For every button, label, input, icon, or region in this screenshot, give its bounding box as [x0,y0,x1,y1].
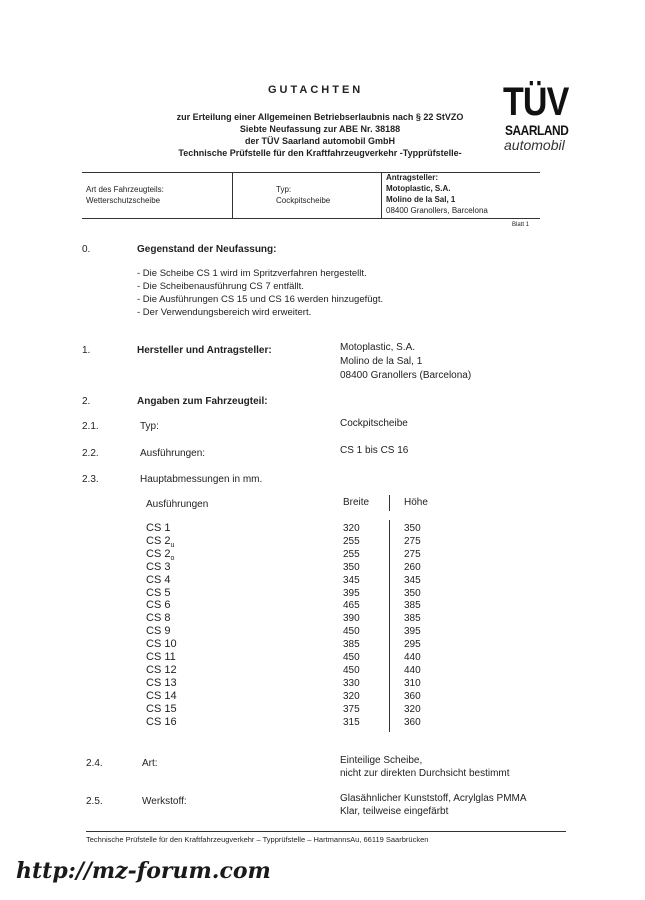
table-cell-hoehe: 440 [404,664,421,676]
section-0-number: 0. [82,244,91,255]
table-header-hoehe: Höhe [404,497,428,508]
antrag-line-1: Motoplastic, S.A. [386,184,451,193]
table-cell-hoehe: 260 [404,561,421,573]
table-cell-breite: 465 [343,600,360,612]
table-row-name [146,664,177,676]
section-2-4-label: Art: [142,758,158,769]
table-cell-name: CS 1 [146,522,171,534]
table-cell-subscript: u [170,542,175,550]
table-row-name [146,716,177,728]
table-row-name [146,599,170,611]
table-cell-name: CS 12 [146,663,177,676]
manufacturer-line-2: Molino de la Sal, 1 [340,356,423,367]
section-1-number: 1. [82,345,91,356]
section-2-heading: Angaben zum Fahrzeugteil: [137,396,268,407]
table-cell-name: CS 10 [146,638,177,651]
table-cell-breite: 315 [343,716,360,728]
section-0-heading: Gegenstand der Neufassung: [137,244,277,255]
footer-rule [86,831,566,832]
section-2-2-value: CS 1 bis CS 16 [340,445,409,456]
table-cell-hoehe: 350 [404,587,421,599]
table-cell-name: CS 16 [146,715,177,728]
table-cell-hoehe: 350 [404,523,421,534]
art-label: Art des Fahrzeugteils: [86,185,164,194]
section-2-1-label: Typ: [140,421,159,432]
table-cell-breite: 450 [343,652,360,663]
section-2-number: 2. [82,396,91,407]
table-cell-name: CS 9 [146,625,171,638]
table-cell-hoehe: 320 [404,703,421,715]
table-cell-name: CS 13 [146,676,177,689]
section-0-bullet-3: - Die Ausführungen CS 15 und CS 16 werden hinzugefügt. [137,294,384,305]
section-2-5-label: Werkstoff: [142,796,187,807]
table-cell-breite: 350 [343,561,360,573]
table-cell-breite: 375 [343,703,360,715]
manufacturer-line-1: Motoplastic, S.A. [340,342,416,353]
table-cell-hoehe: 345 [404,574,421,586]
table-cell-breite: 320 [343,523,360,534]
section-0-bullet-2: - Die Scheibenausführung CS 7 entfällt. [137,281,304,292]
table-row-name [146,574,170,586]
info-box-bottom-rule [82,218,540,219]
table-cell-name: CS 4 [146,573,171,586]
logo-tuv-text: TÜV [503,80,569,124]
table-row-name [146,638,177,650]
table-cell-name: CS 15 [146,702,177,715]
table-row-name [146,522,170,534]
table-header-name: Ausführungen [146,499,209,510]
table-cell-name: CS 8 [146,612,171,625]
section-2-5-line-1: Glasähnlicher Kunststoff, Acrylglas PMMA [340,793,527,804]
logo-saarland-text: SAARLAND [505,122,569,138]
document-title: GUTACHTEN [268,84,364,96]
info-box-divider-2 [381,172,382,218]
table-cell-name: CS 5 [146,586,171,599]
table-cell-breite: 450 [343,664,360,676]
section-2-2-number: 2.2. [82,448,99,459]
table-cell-name: CS 2 [146,534,171,547]
table-cell-hoehe: 385 [404,600,421,612]
blatt-number: Blatt 1 [512,222,530,228]
subtitle-line-4: Technische Prüfstelle für den Kraftfahrzeugverkehr -Typprüfstelle- [178,148,462,158]
table-cell-hoehe: 295 [404,639,421,651]
table-row-name [146,677,177,689]
typ-label: Typ: [276,185,292,194]
table-cell-hoehe: 310 [404,677,421,689]
table-cell-breite: 395 [343,587,360,599]
section-2-3-label: Hauptabmessungen in mm. [140,474,263,485]
table-cell-name: CS 2 [146,547,171,560]
table-cell-hoehe: 360 [404,690,421,702]
section-2-5-line-2: Klar, teilweise eingefärbt [340,806,449,817]
table-row-name [146,690,177,702]
table-row-name [146,561,170,573]
antrag-label: Antragsteller: [386,173,439,182]
antrag-line-3: 08400 Granollers, Barcelona [386,206,488,215]
table-cell-name: CS 6 [146,599,171,612]
table-cell-hoehe: 385 [404,613,421,625]
table-row-name [146,587,170,599]
info-box-top-rule [82,172,540,173]
table-cell-hoehe: 275 [404,548,421,560]
subtitle-line-1: zur Erteilung einer Allgemeinen Betriebserlaubnis nach § 22 StVZO [176,112,464,122]
subtitle-line-3: der TÜV Saarland automobil GmbH [244,136,396,146]
table-cell-hoehe: 395 [404,626,421,638]
table-cell-subscript: o [170,554,175,562]
table-cell-breite: 255 [343,535,360,547]
table-cell-breite: 330 [343,677,360,689]
table-row-name [146,612,170,624]
footer-text: Technische Prüfstelle für den Kraftfahrzeugverkehr – Typprüfstelle – HartmannsAu, 66119 Saarbrücken [86,835,429,844]
manufacturer-line-3: 08400 Granollers (Barcelona) [340,370,472,381]
table-row-name [146,625,170,637]
table-header-breite: Breite [343,497,370,508]
table-cell-name: CS 14 [146,689,177,702]
table-cell-name: CS 3 [146,560,171,573]
section-0-bullet-4: - Der Verwendungsbereich wird erweitert. [137,307,312,318]
art-value: Wetterschutzscheibe [86,196,161,205]
subtitle-line-2: Siebte Neufassung zur ABE Nr. 38188 [239,124,401,134]
table-cell-breite: 385 [343,639,360,651]
watermark-url: http://mz-forum.com [16,858,271,884]
table-cell-breite: 255 [343,548,360,560]
table-header-divider [389,495,390,511]
section-2-4-line-1: Einteilige Scheibe, [340,755,423,766]
table-column-divider [389,520,390,732]
table-cell-breite: 320 [343,690,360,702]
section-2-4-number: 2.4. [86,758,103,769]
section-2-5-number: 2.5. [86,796,103,807]
section-2-4-line-2: nicht zur direkten Durchsicht bestimmt [340,768,510,779]
section-1-heading: Hersteller und Antragsteller: [137,345,272,356]
section-0-bullet-1: - Die Scheibe CS 1 wird im Spritzverfahren hergestellt. [137,268,367,279]
antrag-line-2: Molino de la Sal, 1 [386,195,456,204]
table-cell-hoehe: 275 [404,535,421,547]
table-cell-breite: 390 [343,613,360,625]
section-2-1-value: Cockpitscheibe [340,418,408,429]
table-cell-name: CS 11 [146,651,176,663]
table-row-name [146,703,177,715]
table-cell-hoehe: 360 [404,716,421,728]
table-row-name [146,651,176,663]
table-cell-hoehe: 440 [404,652,421,663]
section-2-3-number: 2.3. [82,474,99,485]
table-cell-breite: 345 [343,574,360,586]
typ-value: Cockpitscheibe [276,196,331,205]
section-2-2-label: Ausführungen: [140,448,206,459]
logo-automobil-text: automobil [504,137,565,153]
section-2-1-number: 2.1. [82,421,99,432]
table-cell-breite: 450 [343,626,360,638]
info-box-divider-1 [232,172,233,218]
